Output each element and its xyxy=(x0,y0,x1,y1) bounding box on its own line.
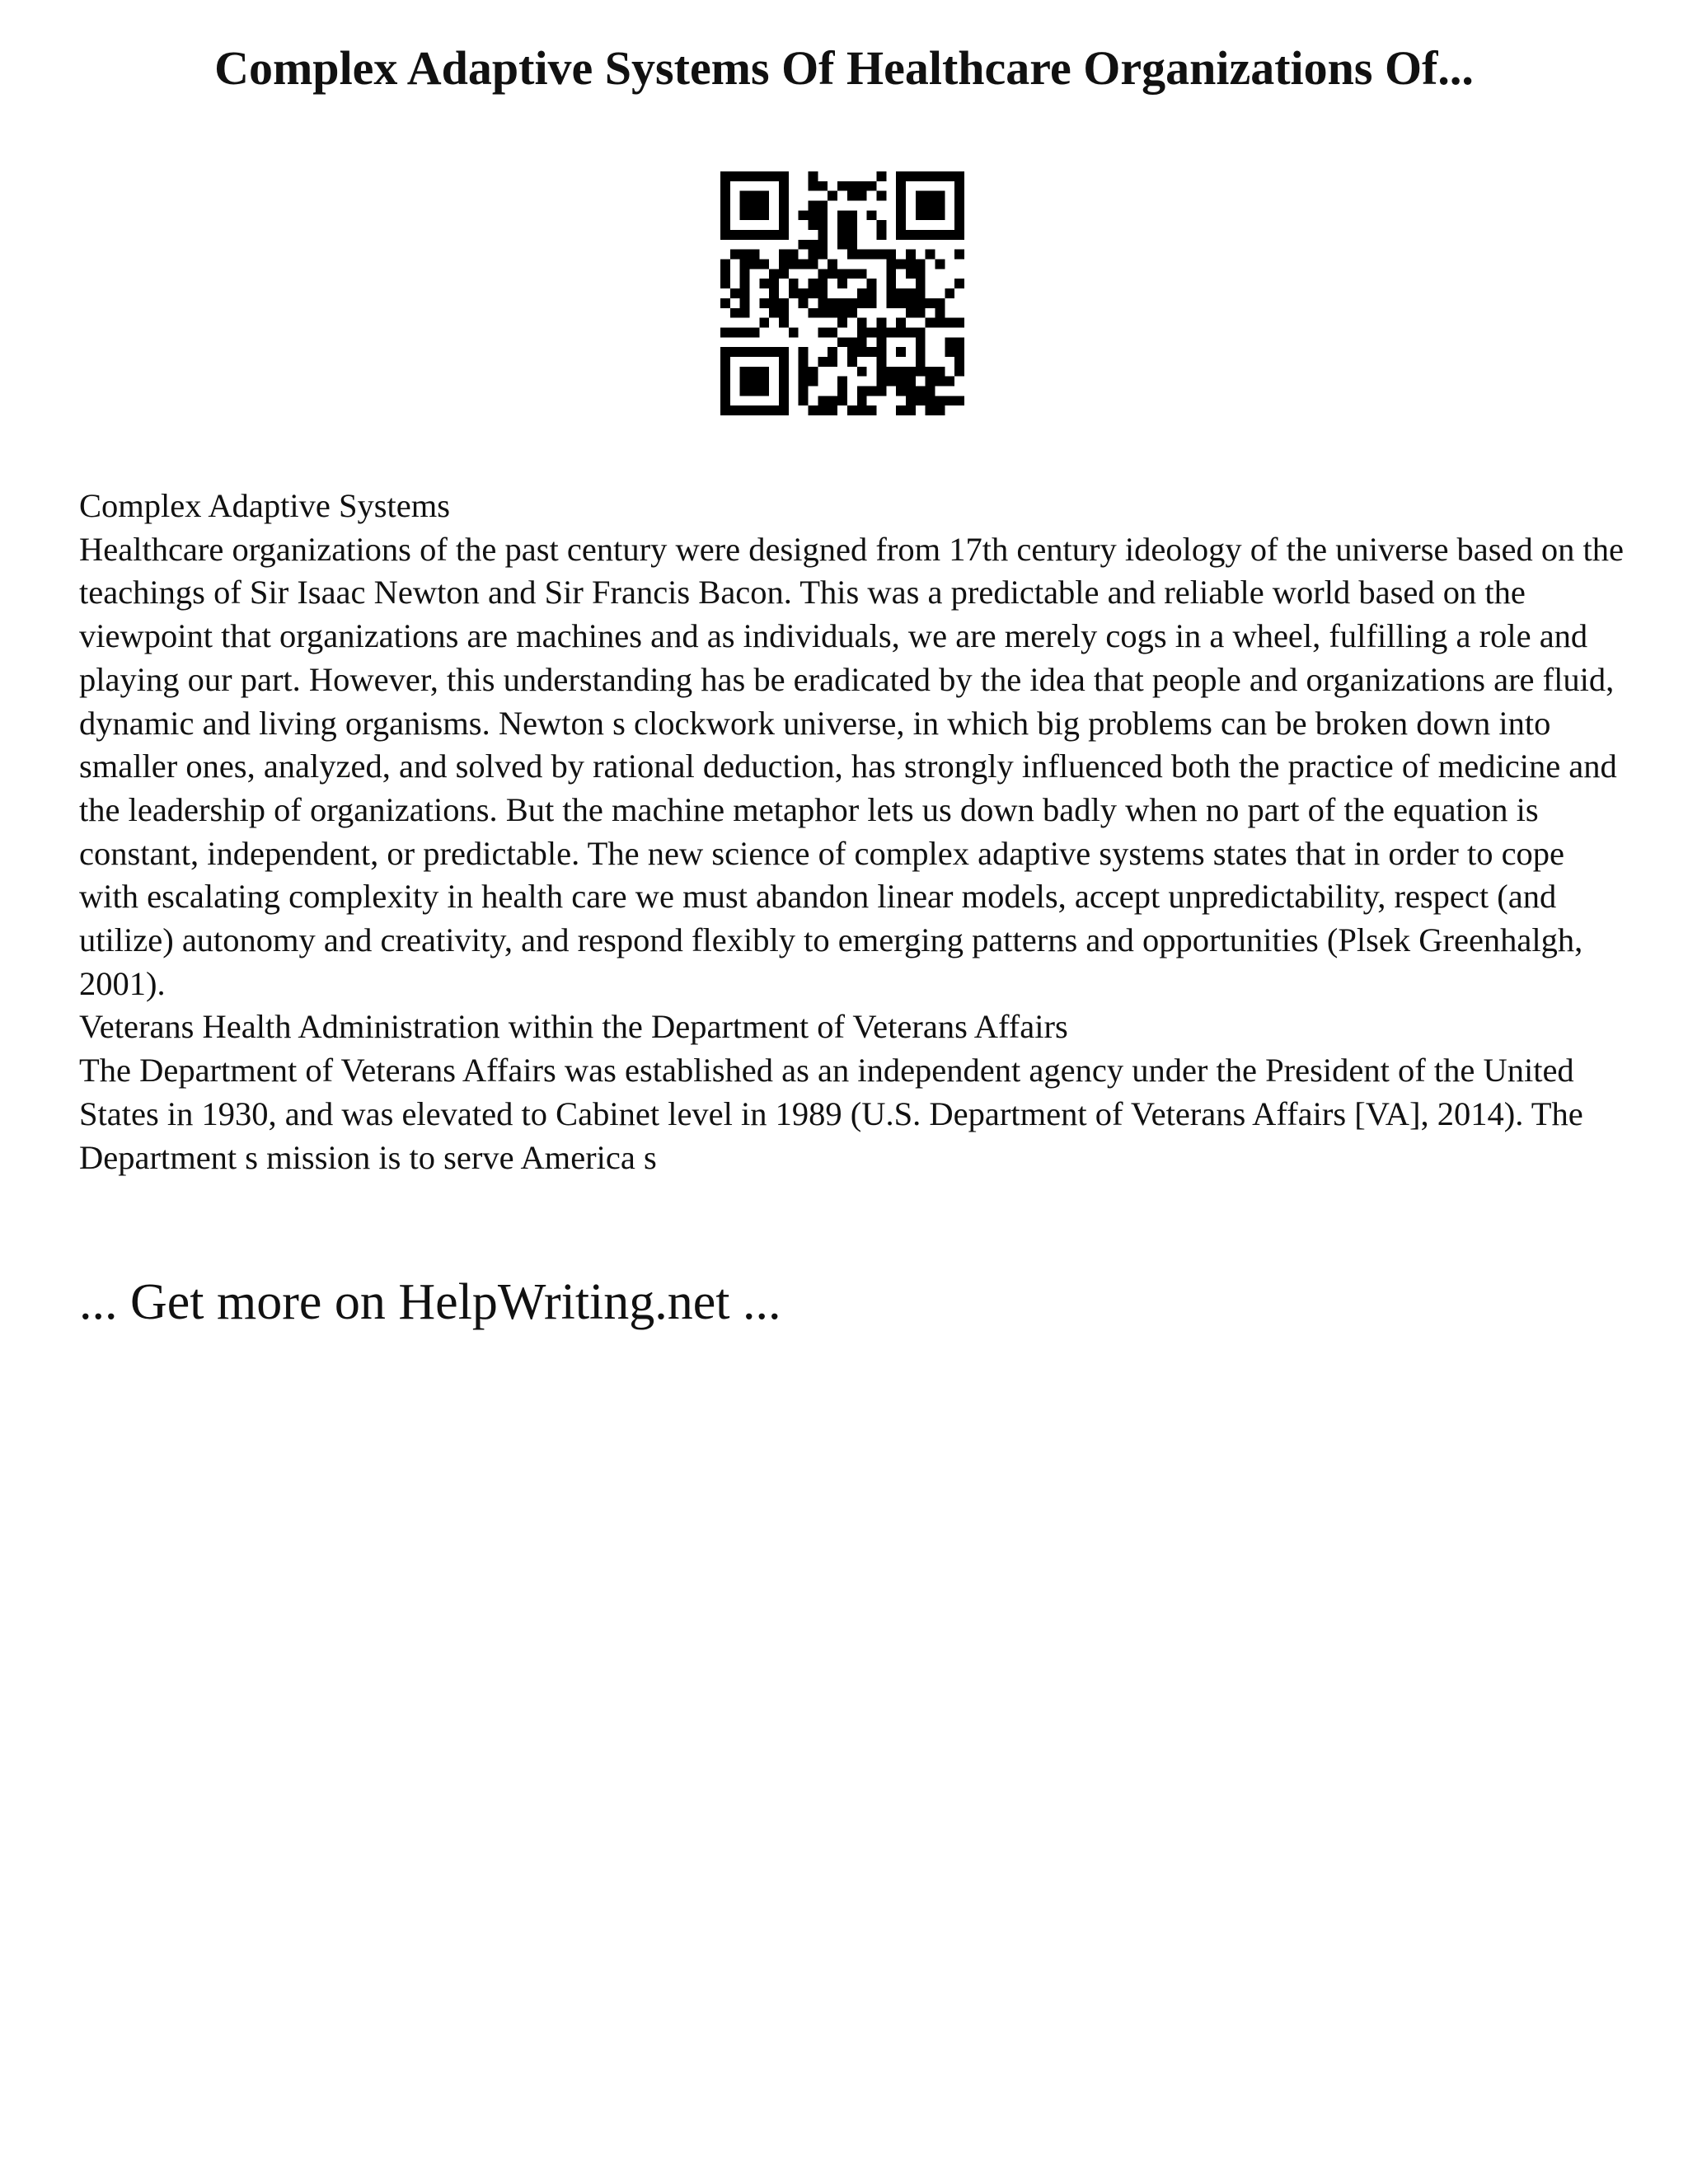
page-title: Complex Adaptive Systems Of Healthcare Organizations Of... xyxy=(214,41,1474,95)
section-heading: Complex Adaptive Systems xyxy=(79,487,450,524)
get-more-link[interactable]: ... Get more on HelpWriting.net ... xyxy=(79,1274,781,1330)
qr-code-graphic xyxy=(720,171,964,415)
section-heading: Veterans Health Administration within the Department of Veterans Affairs xyxy=(79,1008,1068,1046)
body-paragraph: Healthcare organizations of the past century were designed from 17th century ideology of the universe based on the teachings of Sir Isaac Newton and Sir Francis Bacon. This was a predictable and reliable world based on the viewpoint that organizations are machines and as individuals, we are merely cogs in a wheel, fulfilling a role and playing our part. However, this understanding has be eradicated by the idea that people and organizations are fluid, dynamic and living organisms. Newton s clockwork universe, in which big problems can be broken down into smaller ones, analyzed, and solved by rational deduction, has strongly influenced both the practice of medicine and the leadership of organizations. But the machine metaphor lets us down badly when no part of the equation is constant, independent, or predictable. The new science of complex adaptive systems states that in order to cope with escalating complexity in health care we must abandon linear models, accept unpredictability, respect (and utilize) autonomy and creativity, and respond flexibly to emerging patterns and opportunities (Plsek Greenhalgh, 2001). xyxy=(79,530,1624,1002)
body-paragraph: The Department of Veterans Affairs was established as an independent agency under the President of the United States in 1930, and was elevated to Cabinet level in 1989 (U.S. Department of Veterans Affairs [VA], 2014). The Department s mission is to serve America s xyxy=(79,1052,1583,1176)
article-body xyxy=(79,485,1629,1179)
qr-code-icon xyxy=(720,171,964,415)
